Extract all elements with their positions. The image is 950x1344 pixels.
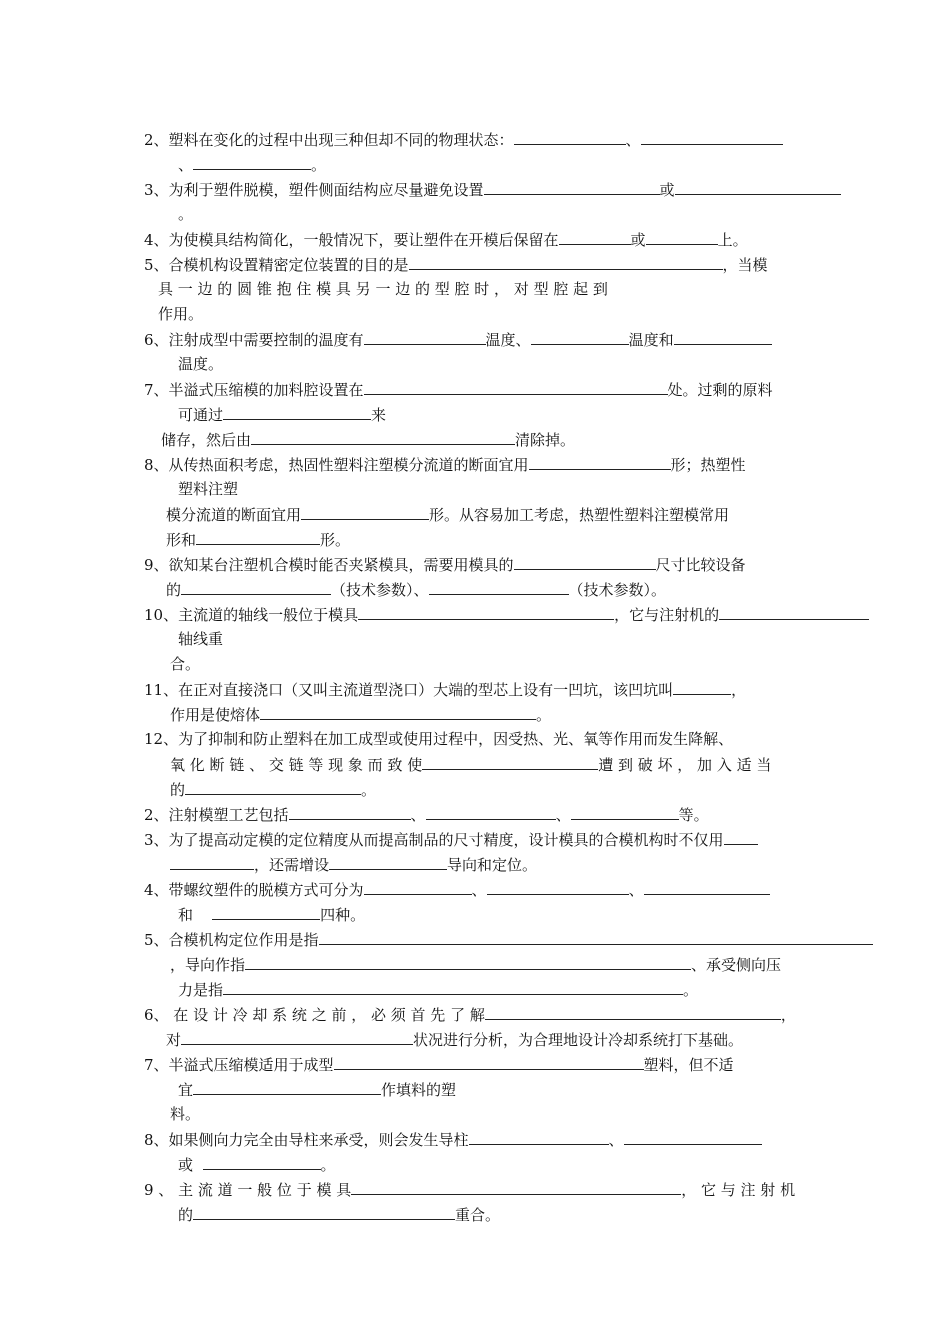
question-text: 塑料，但不适 [643,1056,734,1074]
question-text: 合。 [170,655,201,673]
question-text: 轴线重 [178,630,224,648]
question-text: 4、带螺纹塑件的脱模方式可分为 [144,881,364,899]
answer-blank[interactable] [485,1004,781,1020]
answer-blank[interactable] [319,929,873,945]
question-text: 处。过剩的原料 [667,381,773,399]
question-text: 5、合模机构设置精密定位装置的目的是 [144,256,409,274]
question-text: 10、主流道的轴线一般位于模具 [144,606,359,624]
answer-blank[interactable] [329,854,447,870]
question-text: ， 它 与 注 射 机 [681,1181,796,1199]
answer-blank[interactable] [529,454,671,470]
question-text: 2、塑料在变化的过程中出现三种但却不同的物理状态： [144,131,514,149]
question-line [166,579,666,600]
answer-blank[interactable] [193,1079,381,1095]
answer-blank[interactable] [193,154,311,170]
question-text: 。 [178,205,194,223]
question-line [144,604,869,625]
question-line [144,129,783,150]
question-line [170,854,537,875]
question-text: 。 [536,706,552,724]
question-line [161,429,575,450]
question-line [144,1004,796,1025]
question-text: 温度。 [178,355,224,373]
question-text: 3、为利于塑件脱模，塑件侧面结构应尽量避免设置 [144,181,484,199]
question-text: 6、注射成型中需要控制的温度有 [144,331,364,349]
answer-blank[interactable] [469,1129,609,1145]
question-text: 温度、 [485,331,531,349]
question-text: 4、为使模具结构简化，一般情况下，要让塑件在开模后保留在 [144,231,559,249]
question-text: （技术参数）。 [568,581,667,599]
question-line [170,654,200,674]
question-text: 6、 在 设 计 冷 却 系 统 之 前 ， 必 须 首 先 了 解 [144,1006,485,1024]
question-line [166,504,729,525]
question-text: 导向和定位。 [447,856,538,874]
question-line [144,804,709,825]
question-text: 、 [410,806,426,824]
answer-blank[interactable] [641,129,783,145]
question-text: ， [780,1006,796,1024]
question-line [166,529,350,550]
answer-blank[interactable] [301,504,429,520]
answer-blank[interactable] [644,879,770,895]
question-text: 形和 [166,531,197,549]
question-line [178,979,698,1000]
question-text: 的 [170,781,186,799]
question-text: 对 [166,1031,182,1049]
question-line [144,254,768,275]
question-line [144,1129,762,1150]
question-text: 料。 [170,1105,201,1123]
question-line [170,779,376,800]
answer-blank[interactable] [422,754,598,770]
question-text: 储存，然后由 [161,431,252,449]
answer-blank[interactable] [646,229,718,245]
answer-blank[interactable] [181,579,331,595]
answer-blank[interactable] [223,979,683,995]
question-text: 3、为了提高动定模的定位精度从而提高制品的尺寸精度，设计模具的合模机构时不仅用 [144,831,724,849]
answer-blank[interactable] [364,329,486,345]
answer-blank[interactable] [260,704,536,720]
question-text: 尺寸比较设备 [655,556,746,574]
answer-blank[interactable] [675,179,841,195]
question-text: 8、如果侧向力完全由导柱来承受，则会发生导柱 [144,1131,469,1149]
question-text: （技术参数）、 [331,581,429,599]
question-text: 12、为了抑制和防止塑料在加工成型或使用过程中，因受热、光、氧等作用而发生降解、 [144,730,734,748]
question-text: ，当模 [722,256,768,274]
question-text: 的 [166,581,182,599]
answer-blank[interactable] [181,1029,413,1045]
question-text: 。 [361,781,377,799]
question-text: 、 [625,131,641,149]
question-text: 状况进行分析，为合理地设计冷却系统打下基础。 [413,1031,744,1049]
answer-blank[interactable] [364,879,472,895]
answer-blank[interactable] [487,879,629,895]
question-text: 上。 [717,231,748,249]
question-line [178,1079,456,1100]
question-text: 作填料的塑 [381,1081,457,1099]
question-text: 形；热塑性 [670,456,746,474]
question-line [144,329,772,350]
question-text: ， [731,681,747,699]
question-text: 塑料注塑 [178,480,239,498]
answer-blank[interactable] [358,604,614,620]
answer-blank[interactable] [351,1179,681,1195]
answer-blank[interactable] [426,804,556,820]
question-text: 作用是使熔体 [170,706,261,724]
question-line [178,479,238,499]
question-text: 、 [608,1131,624,1149]
question-text: 力是指 [178,981,224,999]
answer-blank[interactable] [674,329,772,345]
question-text: 遭 到 破 坏 ， 加 入 适 当 [598,756,772,774]
answer-blank[interactable] [245,954,691,970]
question-text: 。 [320,1156,336,1174]
answer-blank[interactable] [559,229,631,245]
answer-blank[interactable] [409,254,723,270]
answer-blank[interactable] [185,779,361,795]
question-line [144,179,841,200]
question-text: 四种。 [320,906,366,924]
answer-blank[interactable] [724,829,758,845]
question-text: 等。 [678,806,709,824]
answer-blank[interactable] [514,554,656,570]
question-text: 形。从容易加工考虑，热塑性塑料注塑模常用 [429,506,730,524]
question-line [170,704,551,725]
answer-blank[interactable] [514,129,626,145]
question-text: 、 [471,881,487,899]
question-line [144,1054,734,1075]
question-line [144,229,748,250]
answer-blank[interactable] [673,679,731,695]
question-text: 、承受侧向压 [691,956,782,974]
question-line [170,954,781,975]
question-text: 11、在正对直接浇口（又叫主流道型浇口）大端的型芯上设有一凹坑，该凹坑叫 [144,681,674,699]
question-text: 模分流道的断面宜用 [166,506,302,524]
answer-blank[interactable] [719,604,869,620]
question-text: 7、半溢式压缩模适用于成型 [144,1056,334,1074]
question-line [178,1154,336,1175]
question-text: 8、从传热面积考虑，热固性塑料注塑模分流道的断面宜用 [144,456,529,474]
answer-blank[interactable] [624,1129,762,1145]
question-text: 温度和 [628,331,674,349]
answer-blank[interactable] [289,804,411,820]
question-text: 。 [311,156,327,174]
question-line [144,829,758,850]
question-text: 2、注射模塑工艺包括 [144,806,289,824]
question-text: 、 [628,881,644,899]
question-text: 的 [178,1206,194,1224]
question-text: 清除掉。 [515,431,576,449]
answer-blank[interactable] [196,529,320,545]
question-line [170,1104,200,1124]
answer-blank[interactable] [251,429,515,445]
question-line [158,304,203,324]
question-line [178,204,193,224]
question-line [178,404,386,425]
question-line [144,679,746,700]
answer-blank[interactable] [531,329,629,345]
question-line [178,904,365,925]
question-text: 。 [683,981,699,999]
question-line [166,1029,743,1050]
answer-blank[interactable] [484,179,660,195]
question-text: ，导向作指 [170,956,246,974]
question-text: 氧 化 断 链 、 交 链 等 现 象 而 致 使 [170,756,423,774]
question-line [178,1204,500,1225]
answer-blank[interactable] [429,579,569,595]
question-text: 宜 [178,1081,194,1099]
question-text: 或 [178,1156,203,1174]
answer-blank[interactable] [212,904,320,920]
question-line [178,154,326,175]
question-line [144,454,746,475]
question-line [144,879,770,900]
question-line [178,354,223,374]
question-text: 、 [555,806,571,824]
question-text: 9、欲知某台注塑机合模时能否夹紧模具，需要用模具的 [144,556,514,574]
question-text: 或 [630,231,646,249]
question-text: 形。 [320,531,351,549]
question-text: 重合。 [455,1206,501,1224]
question-text: 作用。 [158,305,204,323]
question-line [144,1179,795,1200]
question-line [144,379,773,400]
question-text: ，它与注射机的 [614,606,720,624]
answer-blank[interactable] [334,1054,644,1070]
question-text: 9 、 主 流 道 一 般 位 于 模 具 [144,1181,352,1199]
question-text: 来 [371,406,387,424]
question-line [144,729,733,749]
question-text: 、 [178,156,194,174]
question-text: ，还需增设 [254,856,330,874]
answer-blank[interactable] [170,854,254,870]
answer-blank[interactable] [193,1204,455,1220]
question-line [170,754,771,775]
question-text: 或 [659,181,675,199]
question-text: 具 一 边 的 圆 锥 抱 住 模 具 另 一 边 的 型 腔 时 ， 对 型 腔 起 到 [158,280,608,298]
answer-blank[interactable] [364,379,668,395]
question-text: 5、合模机构定位作用是指 [144,931,319,949]
question-text: 可通过 [178,406,224,424]
answer-blank[interactable] [203,1154,321,1170]
question-line [144,929,873,950]
question-line [158,279,608,299]
question-line [144,554,746,575]
answer-blank[interactable] [571,804,679,820]
question-text: 7、半溢式压缩模的加料腔设置在 [144,381,364,399]
question-text: 和 [178,906,213,924]
answer-blank[interactable] [223,404,371,420]
question-line [178,629,223,649]
